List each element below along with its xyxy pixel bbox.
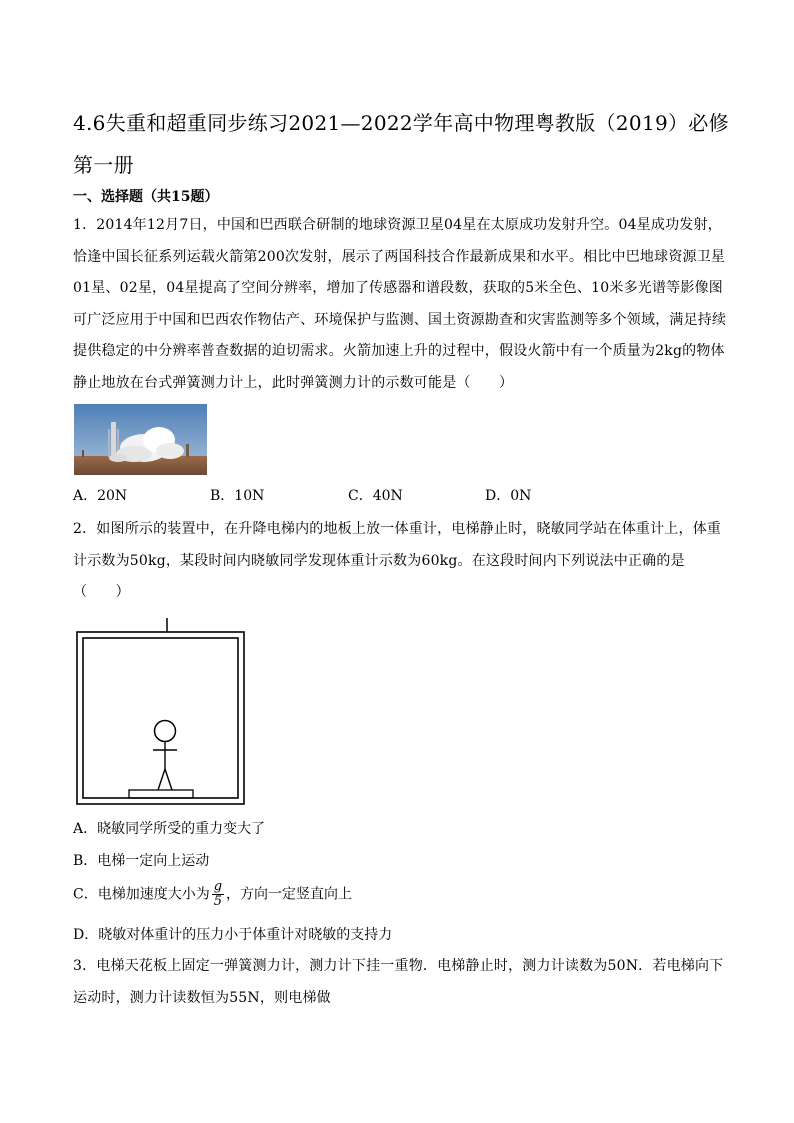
fraction-denominator: 5 — [213, 894, 223, 909]
question-2-text: 2．如图所示的装置中，在升降电梯内的地板上放一体重计，电梯静止时，晓敏同学站在体重计上，体重计示数为50kg，某段时间内晓敏同学发现体重计示数为60kg。在这段时间内下列说法中正确的是（ ） — [73, 521, 722, 600]
fraction-numerator: g — [213, 879, 223, 894]
fraction-g-over-5 — [212, 880, 224, 909]
q2-option-a[interactable]: A．晓敏同学所受的重力变大了 — [73, 821, 266, 837]
option-d[interactable]: D．0N — [485, 488, 532, 504]
option-c[interactable]: C．40N — [348, 488, 403, 504]
q2-option-c[interactable] — [73, 880, 352, 909]
q2-option-c-suffix: ，方向一定竖直向上 — [226, 886, 353, 903]
q2-option-c-prefix: C．电梯加速度大小为 — [73, 886, 210, 903]
section-heading: 一、选择题（共15题） — [73, 189, 219, 205]
question-1-text: 1．2014年12月7日，中国和巴西联合研制的地球资源卫星04星在太原成功发射升空。04星成功发射，恰逢中国长征系列运载火箭第200次发射，展示了两国科技合作最新成果和水平。相比中巴地球资源卫星01星、02星，04星提高了空间分辨率，增加了传感器和谱段数，获取的5米全色、10米多光谱等影像图可广泛应用于中国和巴西农作物估产、环境保护与监测、国土资源勘查和灾害监测等多个领域，满足持续提供稳定的中分辨率普查数据的迫切需求。火箭加速上升的过程中，假设火箭中有一个质量为2kg的物体静止地放在台式弹簧测力计上，此时弹簧测力计的示数可能是（ ） — [73, 217, 727, 391]
option-b[interactable]: B．10N — [210, 488, 265, 504]
page-title: 4.6失重和超重同步练习2021—2022学年高中物理粤教版（2019）必修第一册 — [73, 111, 729, 177]
q2-option-d[interactable]: D．晓敏对体重计的压力小于体重计对晓敏的支持力 — [73, 927, 393, 943]
q2-option-b[interactable]: B．电梯一定向上运动 — [73, 853, 210, 869]
question-3-text: 3．电梯天花板上固定一弹簧测力计，测力计下挂一重物．电梯静止时，测力计读数为50N．若电梯向下运动时，测力计读数恒为55N，则电梯做 — [73, 958, 724, 1006]
elevator-diagram — [73, 614, 248, 806]
option-a[interactable]: A．20N — [73, 488, 128, 504]
rocket-launch-photo — [74, 404, 207, 475]
